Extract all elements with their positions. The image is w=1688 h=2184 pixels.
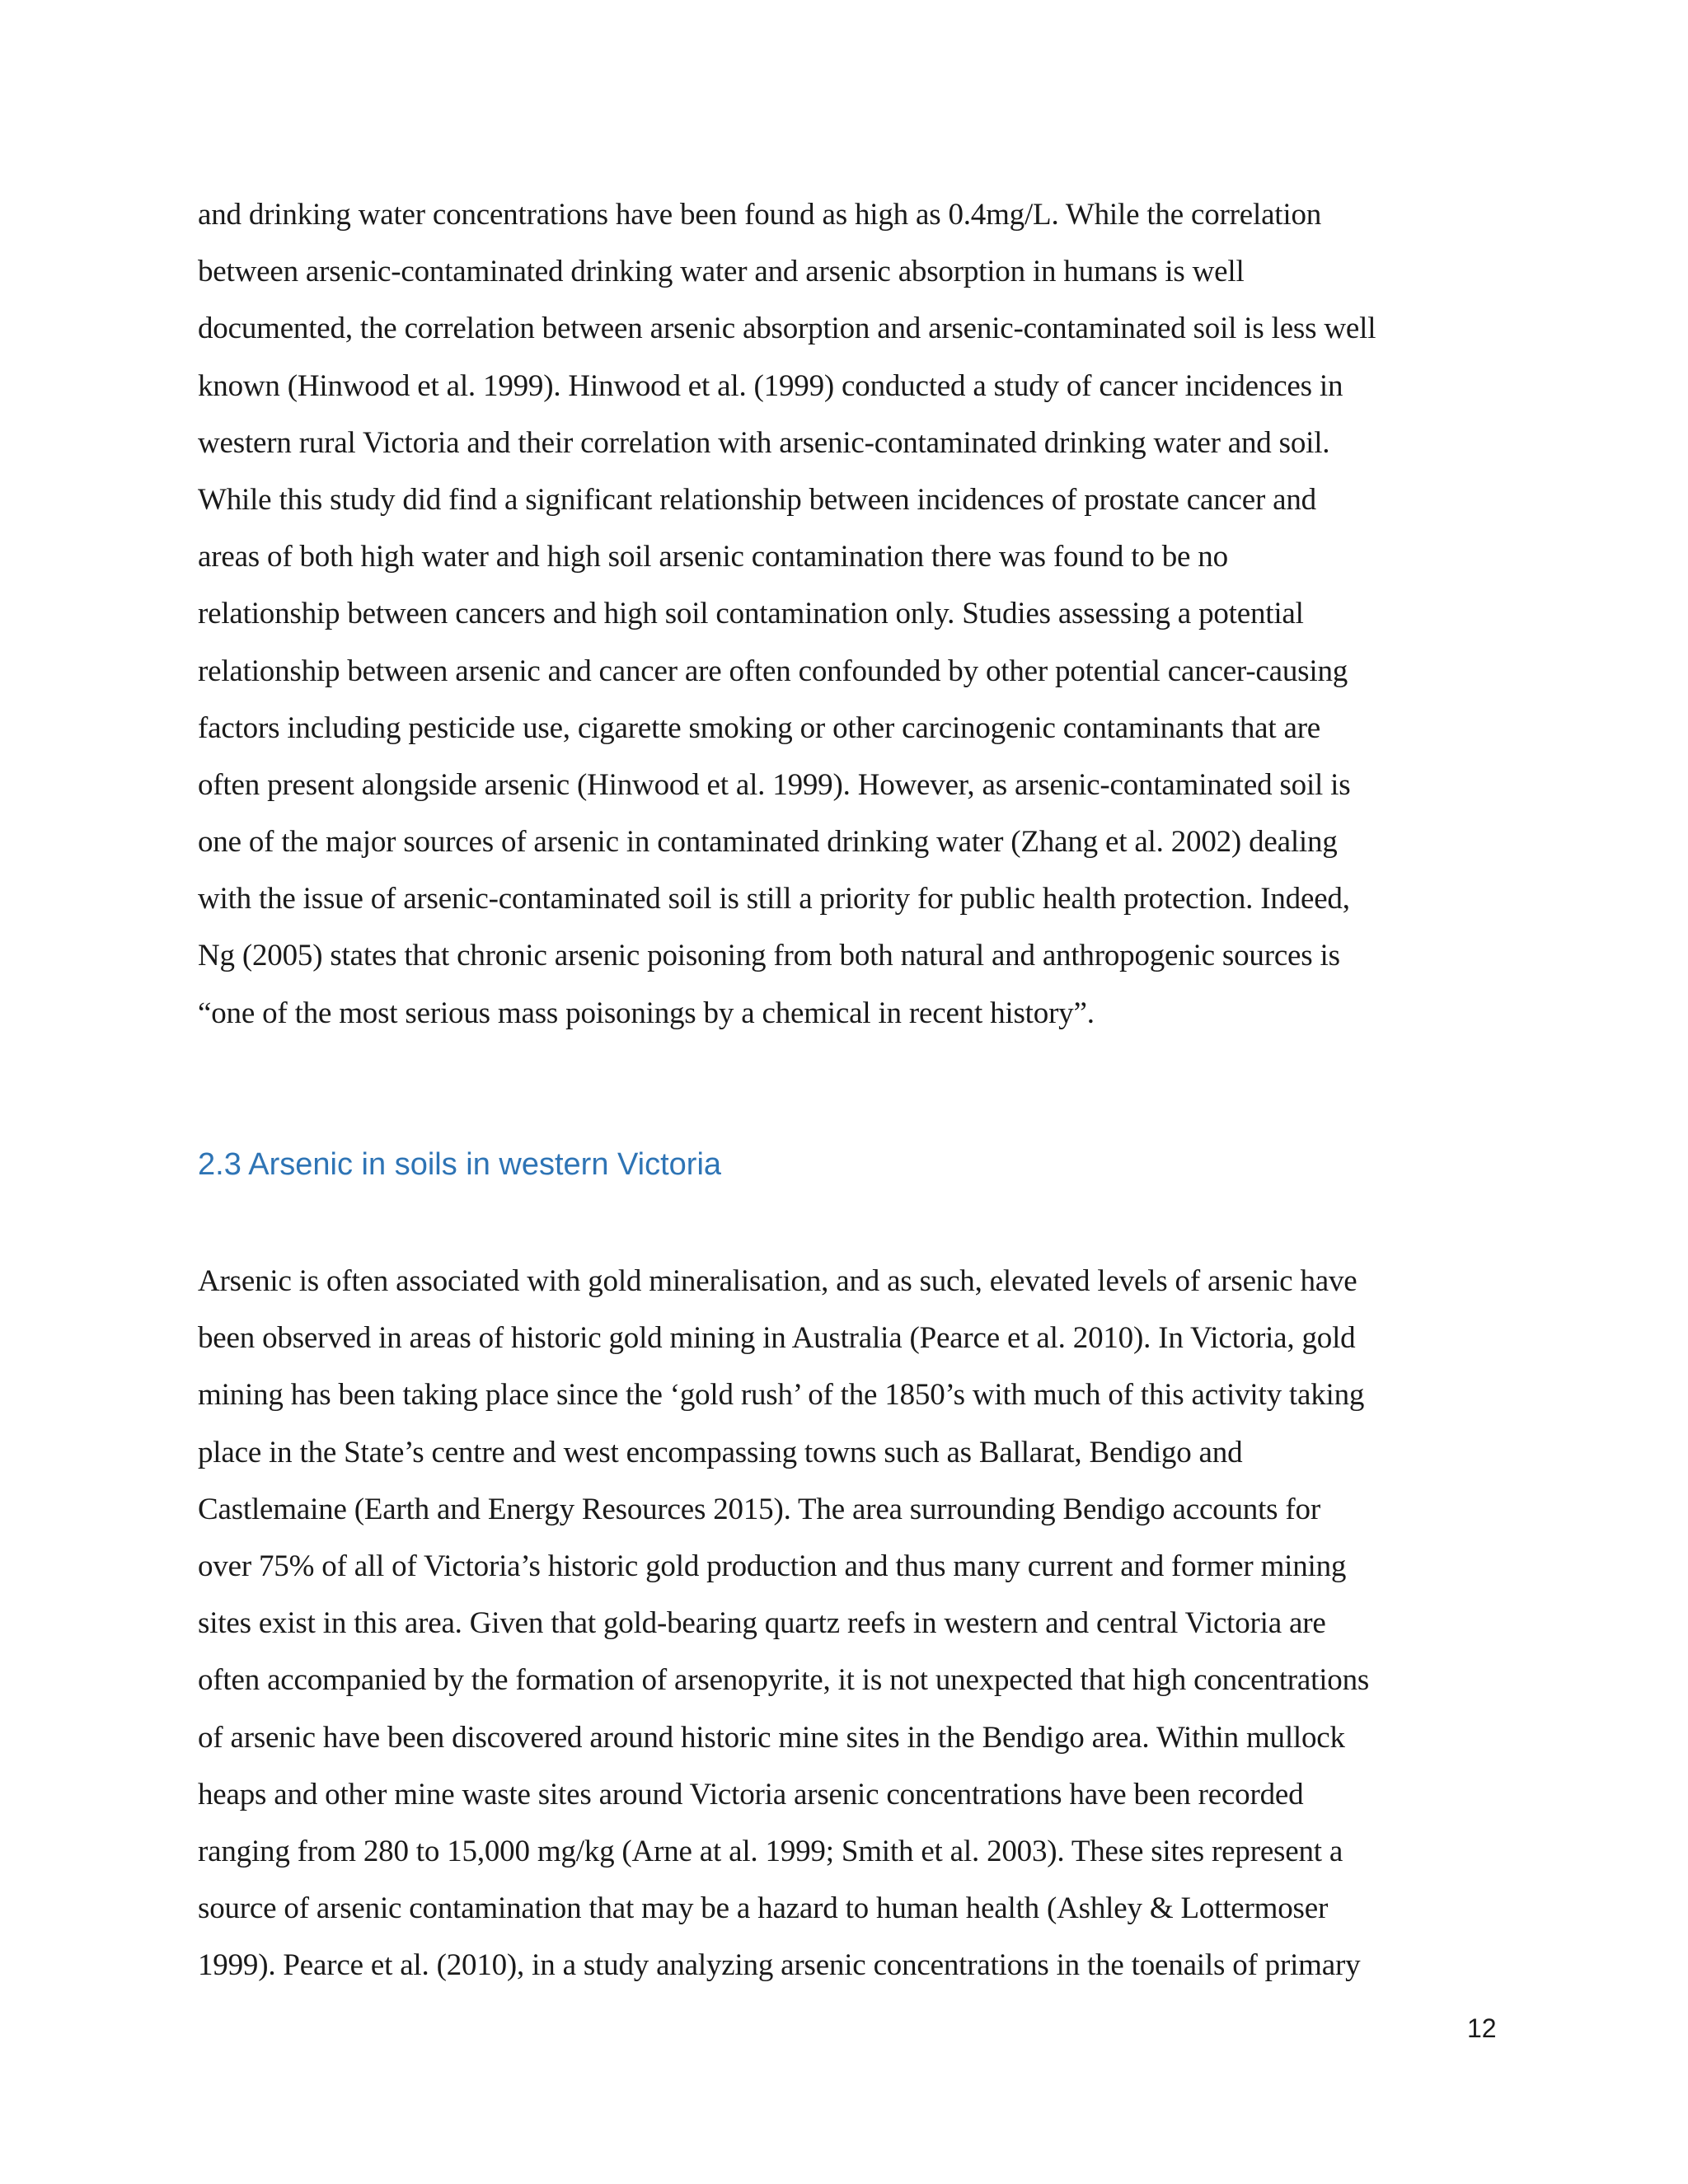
text-line: source of arsenic contamination that may be a hazard to human health (Ashley & Lottermoser	[198, 1891, 1329, 1926]
text-line: place in the State’s centre and west encompassing towns such as Ballarat, Bendigo and	[198, 1435, 1243, 1469]
text-line: often present alongside arsenic (Hinwood et al. 1999). However, as arsenic-contaminated soil is	[198, 767, 1351, 802]
paragraph-arsenic-soils	[198, 1253, 1500, 1994]
text-line: with the issue of arsenic-contaminated soil is still a priority for public health protection. Indeed,	[198, 882, 1350, 916]
section-heading: 2.3 Arsenic in soils in western Victoria	[198, 1147, 722, 1182]
text-line: Castlemaine (Earth and Energy Resources 2015). The area surrounding Bendigo accounts for	[198, 1492, 1320, 1526]
text-line: While this study did find a significant relationship between incidences of prostate cancer and	[198, 482, 1316, 517]
text-line: often accompanied by the formation of arsenopyrite, it is not unexpected that high concentrations	[198, 1663, 1370, 1698]
text-line: relationship between arsenic and cancer are often confounded by other potential cancer-causing	[198, 654, 1348, 688]
text-line: of arsenic have been discovered around historic mine sites in the Bendigo area. Within mullock	[198, 1720, 1345, 1755]
text-line: and drinking water concentrations have been found as high as 0.4mg/L. While the correlation	[198, 198, 1322, 232]
text-line: relationship between cancers and high soil contamination only. Studies assessing a potential	[198, 597, 1304, 631]
text-line: known (Hinwood et al. 1999). Hinwood et al. (1999) conducted a study of cancer incidences in	[198, 368, 1343, 403]
text-line: ranging from 280 to 15,000 mg/kg (Arne at al. 1999; Smith et al. 2003). These sites represent a	[198, 1834, 1343, 1868]
text-line: heaps and other mine waste sites around Victoria arsenic concentrations have been recorded	[198, 1777, 1304, 1811]
text-line: 1999). Pearce et al. (2010), in a study analyzing arsenic concentrations in the toenails of primary	[198, 1948, 1361, 1983]
text-line: one of the major sources of arsenic in contaminated drinking water (Zhang et al. 2002) dealing	[198, 825, 1338, 860]
text-line: documented, the correlation between arsenic absorption and arsenic-contaminated soil is less well	[198, 312, 1376, 346]
text-line: factors including pesticide use, cigarette smoking or other carcinogenic contaminants that are	[198, 710, 1321, 745]
text-line: sites exist in this area. Given that gold-bearing quartz reefs in western and central Victoria are	[198, 1606, 1326, 1641]
text-line: been observed in areas of historic gold mining in Australia (Pearce et al. 2010). In Victoria, gold	[198, 1321, 1356, 1356]
paragraph-arsenic-cancer	[198, 186, 1500, 1042]
text-line: between arsenic-contaminated drinking water and arsenic absorption in humans is well	[198, 255, 1245, 289]
text-line: areas of both high water and high soil arsenic contamination there was found to be no	[198, 540, 1228, 574]
text-line: “one of the most serious mass poisonings by a chemical in recent history”.	[198, 996, 1095, 1030]
text-line: Ng (2005) states that chronic arsenic poisoning from both natural and anthropogenic sources is	[198, 939, 1340, 973]
text-line: western rural Victoria and their correlation with arsenic-contaminated drinking water and soil.	[198, 425, 1330, 460]
text-line: Arsenic is often associated with gold mineralisation, and as such, elevated levels of arsenic have	[198, 1264, 1357, 1298]
text-line: mining has been taking place since the ‘gold rush’ of the 1850’s with much of this activity taking	[198, 1378, 1365, 1413]
text-line: over 75% of all of Victoria’s historic gold production and thus many current and former mining	[198, 1549, 1347, 1583]
page-number: 12	[1467, 2013, 1497, 2043]
